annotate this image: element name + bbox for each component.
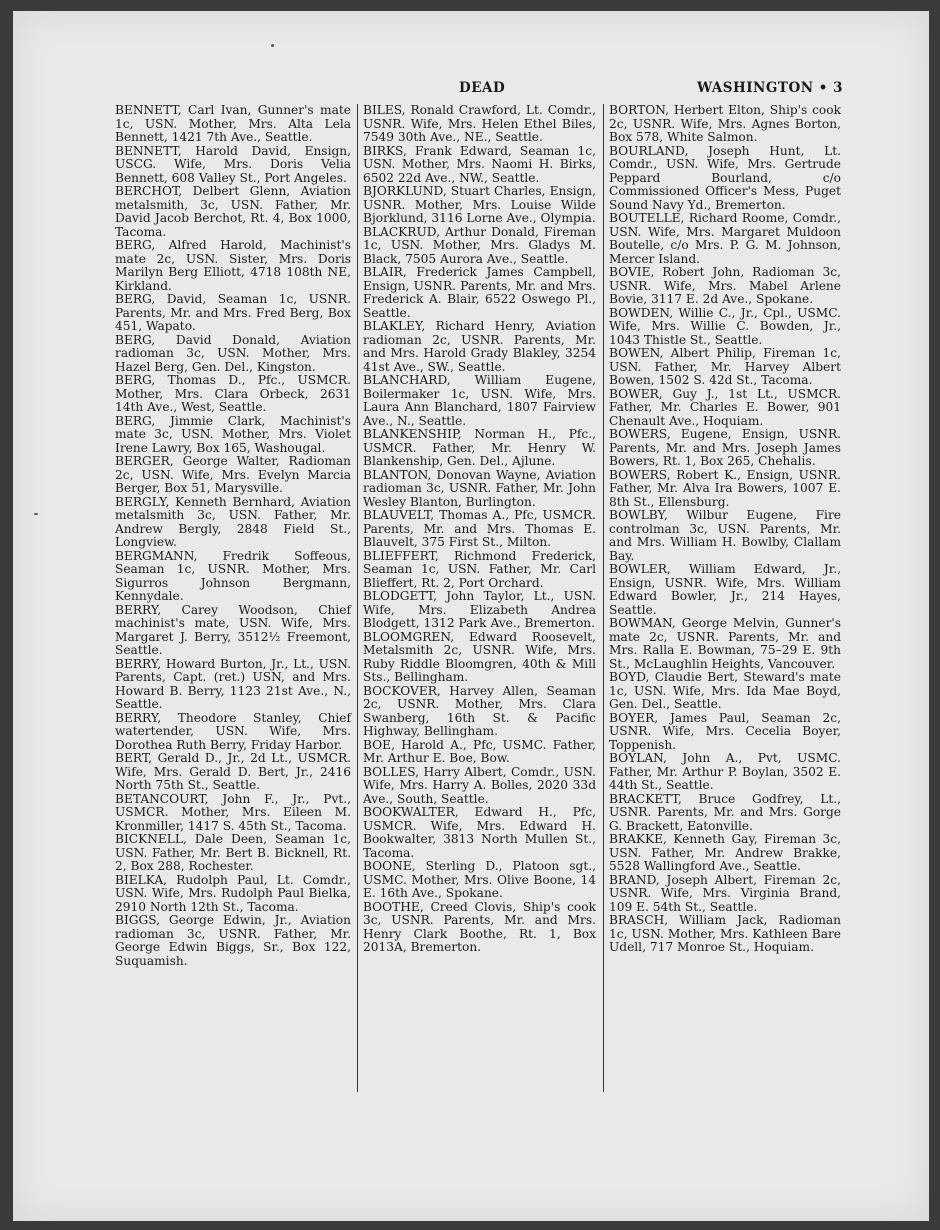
casualty-entry: BOCKOVER, Harvey Allen, Seaman 2c, USNR. Mother, Mrs. Clara Swanberg, 16th St. & Pacific Highway, Bellingham.: [363, 683, 596, 738]
casualty-entry: BERGLY, Kenneth Bernhard, Aviation metalsmith 3c, USN. Father, Mr. Andrew Bergly, 2848 Field St., Longview.: [115, 494, 351, 549]
casualty-entry: BOYLAN, John A., Pvt, USMC. Father, Mr. Arthur P. Boylan, 3502 E. 44th St., Seattle.: [609, 751, 841, 792]
casualty-entry: BENNETT, Carl Ivan, Gunner's mate 1c, USN. Mother, Mrs. Alta Lela Bennett, 1421 7th Ave., Seattle.: [115, 103, 351, 144]
casualty-entry: BERRY, Theodore Stanley, Chief watertender, USN. Wife, Mrs. Dorothea Ruth Berry, Friday Harbor.: [115, 710, 351, 752]
casualty-entry: BLANKENSHIP, Norman H., Pfc., USMCR. Father, Mr. Henry W. Blankenship, Gen. Del., Ajlune.: [363, 427, 596, 468]
casualty-entry: BERG, Thomas D., Pfc., USMCR. Mother, Mrs. Clara Orbeck, 2631 14th Ave., West, Seattle.: [115, 373, 351, 414]
state-page-number: WASHINGTON • 3: [696, 80, 843, 96]
casualty-entry: BOWLER, William Edward, Jr., Ensign, USNR. Wife, Mrs. William Edward Bowler, Jr., 214 Hayes, Seattle.: [609, 562, 841, 617]
casualty-entry: BLAKLEY, Richard Henry, Aviation radioman 2c, USNR. Parents, Mr. and Mrs. Harold Grady Blakley, 3254 41st Ave., SW., Seattle.: [363, 319, 596, 374]
casualty-entry: BOYER, James Paul, Seaman 2c, USNR. Wife, Mrs. Cecelia Boyer, Toppenish.: [609, 710, 841, 752]
casualty-entry: BRAND, Joseph Albert, Fireman 2c, USNR. Wife, Mrs. Virginia Brand, 109 E. 54th St., Seattle.: [609, 872, 841, 914]
casualty-entry: BOLLES, Harry Albert, Comdr., USN. Wife, Mrs. Harry A. Bolles, 2020 33d Ave., South, Seattle.: [363, 764, 596, 806]
casualty-entry: BLACKRUD, Arthur Donald, Fireman 1c, USN. Mother, Mrs. Gladys M. Black, 7505 Aurora Ave., Seattle.: [363, 224, 596, 266]
casualty-entry: BOWMAN, George Melvin, Gunner's mate 2c, USNR. Parents, Mr. and Mrs. Ralla E. Bowman, 75–29 E. 9th St., McLaughlin Heights, Vancouver.: [609, 616, 841, 671]
casualty-entry: BOWER, Guy J., 1st Lt., USMCR. Father, Mr. Charles E. Bower, 901 Chenault Ave., Hoquiam.: [609, 386, 841, 428]
casualty-entry: BERT, Gerald D., Jr., 2d Lt., USMCR. Wife, Mrs. Gerald D. Bert, Jr., 2416 North 75th St., Seattle.: [115, 751, 351, 792]
casualty-entry: BERRY, Carey Woodson, Chief machinist's mate, USN. Wife, Mrs. Margaret J. Berry, 3512½ Freemont, Seattle.: [115, 602, 351, 657]
casualty-entry: BRACKETT, Bruce Godfrey, Lt., USNR. Parents, Mr. and Mrs. Gorge G. Brackett, Eatonville.: [609, 791, 841, 833]
casualty-entry: BIGGS, George Edwin, Jr., Aviation radioman 3c, USNR. Father, Mr. George Edwin Biggs, Sr., Box 122, Suquamish.: [115, 913, 351, 968]
column-3: [609, 104, 841, 955]
casualty-entry: BJORKLUND, Stuart Charles, Ensign, USNR. Mother, Mrs. Louise Wilde Bjorklund, 3116 Lorne Ave., Olympia.: [363, 184, 596, 225]
casualty-entry: BLOOMGREN, Edward Roosevelt, Metalsmith 2c, USNR. Wife, Mrs. Ruby Riddle Bloomgren, 40th & Mill Sts., Bellingham.: [363, 629, 596, 684]
casualty-entry: BENNETT, Harold David, Ensign, USCG. Wife, Mrs. Doris Velia Bennett, 608 Valley St., Port Angeles.: [115, 143, 351, 185]
page-header: [0, 80, 940, 102]
casualty-entry: BLIEFFERT, Richmond Frederick, Seaman 1c, USN. Father, Mr. Carl Blieffert, Rt. 2, Port Orchard.: [363, 548, 596, 590]
casualty-entry: BOUTELLE, Richard Roome, Comdr., USN. Wife, Mrs. Margaret Muldoon Boutelle, c/o Mrs. P. G. M. Johnson, Mercer Island.: [609, 211, 841, 266]
casualty-entry: BOVIE, Robert John, Radioman 3c, USNR. Wife, Mrs. Mabel Arlene Bovie, 3117 E. 2d Ave., Spokane.: [609, 265, 841, 306]
casualty-entry: BLODGETT, John Taylor, Lt., USN. Wife, Mrs. Elizabeth Andrea Blodgett, 1312 Park Ave., Bremerton.: [363, 589, 596, 630]
casualty-entry: BICKNELL, Dale Deen, Seaman 1c, USN. Father, Mr. Bert B. Bicknell, Rt. 2, Box 288, Rochester.: [115, 832, 351, 873]
casualty-entry: BIRKS, Frank Edward, Seaman 1c, USN. Mother, Mrs. Naomi H. Birks, 6502 22d Ave., NW., Seattle.: [363, 143, 596, 185]
casualty-entry: BERG, David, Seaman 1c, USNR. Parents, Mr. and Mrs. Fred Berg, Box 451, Wapato.: [115, 292, 351, 333]
casualty-entry: BOOTHE, Creed Clovis, Ship's cook 3c, USNR. Parents, Mr. and Mrs. Henry Clark Boothe, Rt. 1, Box 2013A, Bremerton.: [363, 899, 596, 954]
casualty-entry: BERGMANN, Fredrik Soffeous, Seaman 1c, USNR. Mother, Mrs. Sigurros Johnson Bergmann, Kennydale.: [115, 548, 351, 603]
column-divider: [603, 104, 604, 1092]
casualty-entry: BERG, David Donald, Aviation radioman 3c, USN. Mother, Mrs. Hazel Berg, Gen. Del., Kingston.: [115, 332, 351, 374]
casualty-entry: BERG, Jimmie Clark, Machinist's mate 3c, USN. Mother, Mrs. Violet Irene Lawry, Box 165, Washougal.: [115, 413, 351, 455]
casualty-entry: BILES, Ronald Crawford, Lt. Comdr., USNR. Wife, Mrs. Helen Ethel Biles, 7549 30th Ave., NE., Seattle.: [363, 103, 596, 144]
casualty-entry: BOE, Harold A., Pfc, USMC. Father, Mr. Arthur E. Boe, Bow.: [363, 737, 596, 765]
casualty-entry: BOWLBY, Wilbur Eugene, Fire controlman 3c, USN. Parents, Mr. and Mrs. William H. Bowlby, Clallam Bay.: [609, 508, 841, 563]
paper-speck: [271, 44, 274, 47]
paper-speck: [34, 513, 38, 515]
casualty-entry: BOOKWALTER, Edward H., Pfc, USMCR. Wife, Mrs. Edward H. Bookwalter, 3813 North Mullen St., Tacoma.: [363, 805, 596, 860]
casualty-entry: BERG, Alfred Harold, Machinist's mate 2c, USN. Sister, Mrs. Doris Marilyn Berg Elliott, 4718 108th NE, Kirkland.: [115, 238, 351, 293]
casualty-entry: BETANCOURT, John F., Jr., Pvt., USMCR. Mother, Mrs. Eileen M. Kronmiller, 1417 S. 45th St., Tacoma.: [115, 791, 351, 833]
column-1: [115, 104, 351, 968]
section-title: DEAD: [459, 80, 506, 96]
casualty-entry: BRASCH, William Jack, Radioman 1c, USN. Mother, Mrs. Kathleen Bare Udell, 717 Monroe St., Hoquiam.: [609, 913, 841, 954]
casualty-entry: BOWDEN, Willie C., Jr., Cpl., USMC. Wife, Mrs. Willie C. Bowden, Jr., 1043 Thistle St., Seattle.: [609, 305, 841, 347]
casualty-entry: BOURLAND, Joseph Hunt, Lt. Comdr., USN. Wife, Mrs. Gertrude Peppard Bourland, c/o Commissioned Officer's Mess, Puget Sound Navy Yd., Bremerton.: [609, 143, 841, 212]
casualty-entry: BOWERS, Eugene, Ensign, USNR. Parents, Mr. and Mrs. Joseph James Bowers, Rt. 1, Box 265, Chehalis.: [609, 427, 841, 468]
casualty-entry: BLANTON, Donovan Wayne, Aviation radioman 3c, USNR. Father, Mr. John Wesley Blanton, Burlington.: [363, 467, 596, 509]
casualty-entry: BLAUVELT, Thomas A., Pfc, USMCR. Parents, Mr. and Mrs. Thomas E. Blauvelt, 375 First St., Milton.: [363, 508, 596, 549]
casualty-entry: BLAIR, Frederick James Campbell, Ensign, USNR. Parents, Mr. and Mrs. Frederick A. Blair, 6522 Oswego Pl., Seattle.: [363, 265, 596, 320]
casualty-entry: BOWEN, Albert Philip, Fireman 1c, USN. Father, Mr. Harvey Albert Bowen, 1502 S. 42d St., Tacoma.: [609, 346, 841, 387]
casualty-entry: BOYD, Claudie Bert, Steward's mate 1c, USN. Wife, Mrs. Ida Mae Boyd, Gen. Del., Seattle.: [609, 670, 841, 711]
casualty-entry: BOONE, Sterling D., Platoon sgt., USMC. Mother, Mrs. Olive Boone, 14 E. 16th Ave., Spokane.: [363, 859, 596, 900]
casualty-entry: BIELKA, Rudolph Paul, Lt. Comdr., USN. Wife, Mrs. Rudolph Paul Bielka, 2910 North 12th St., Tacoma.: [115, 872, 351, 914]
casualty-entry: BERCHOT, Delbert Glenn, Aviation metalsmith, 3c, USN. Father, Mr. David Jacob Berchot, Rt. 4, Box 1000, Tacoma.: [115, 184, 351, 239]
column-2: [363, 104, 596, 955]
casualty-entry: BLANCHARD, William Eugene, Boilermaker 1c, USN. Wife, Mrs. Laura Ann Blanchard, 1807 Fairview Ave., N., Seattle.: [363, 373, 596, 428]
column-divider: [357, 104, 358, 1092]
casualty-entry: BORTON, Herbert Elton, Ship's cook 2c, USNR. Wife, Mrs. Agnes Borton, Box 578, White Salmon.: [609, 103, 841, 144]
casualty-entry: BERRY, Howard Burton, Jr., Lt., USN. Parents, Capt. (ret.) USN, and Mrs. Howard B. Berry, 1123 21st Ave., N., Seattle.: [115, 656, 351, 711]
casualty-entry: BERGER, George Walter, Radioman 2c, USN. Wife, Mrs. Evelyn Marcia Berger, Box 51, Marysville.: [115, 454, 351, 495]
casualty-entry: BRAKKE, Kenneth Gay, Fireman 3c, USN. Father, Mr. Andrew Brakke, 5528 Wallingford Ave., Seattle.: [609, 832, 841, 873]
casualty-entry: BOWERS, Robert K., Ensign, USNR. Father, Mr. Alva Ira Bowers, 1007 E. 8th St., Ellensburg.: [609, 467, 841, 509]
